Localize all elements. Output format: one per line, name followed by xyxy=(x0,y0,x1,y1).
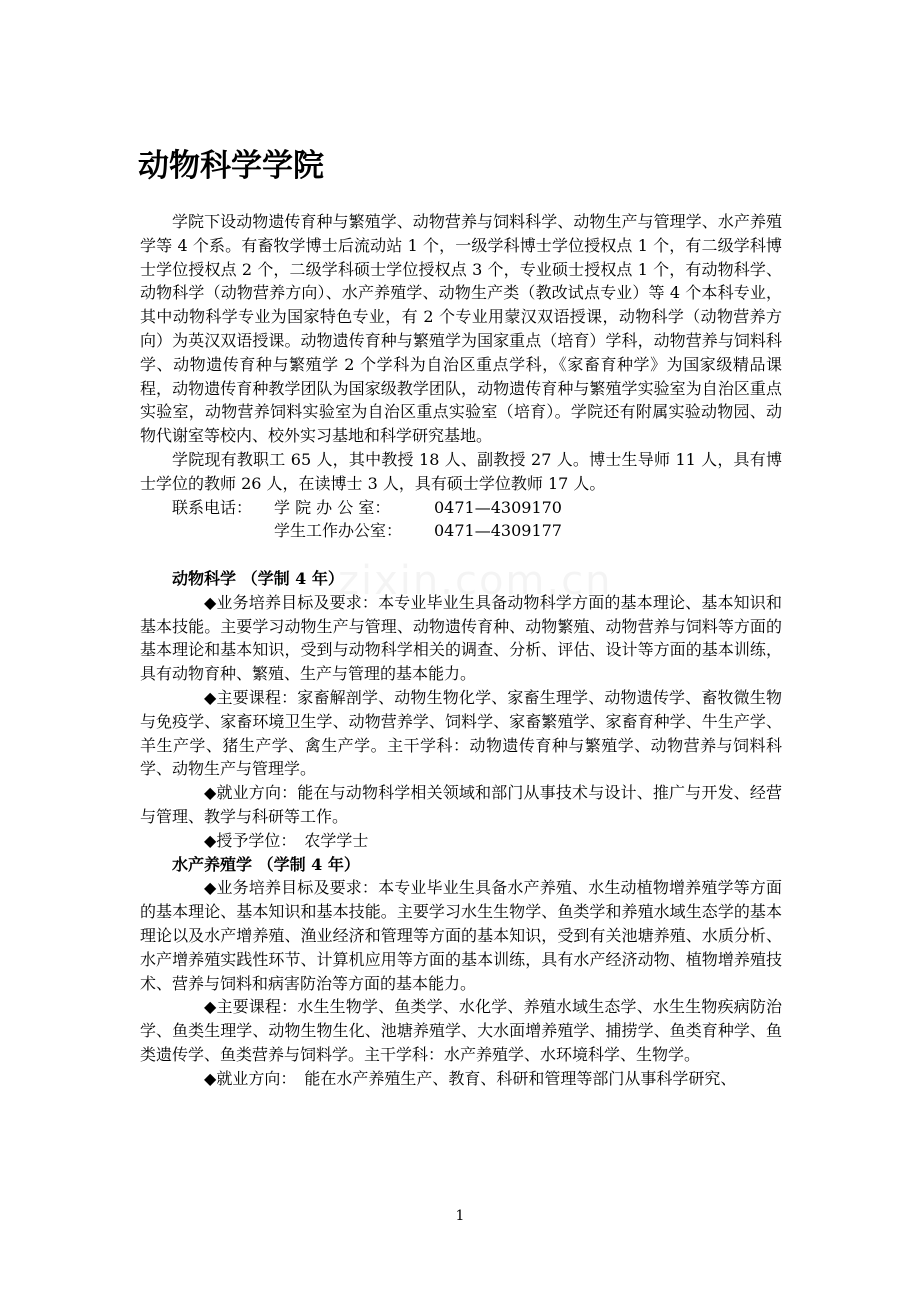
page-title: 动物科学学院 xyxy=(138,148,324,184)
major-item xyxy=(140,995,782,1066)
major-item xyxy=(140,686,782,781)
contact-office-name: 学生工作办公室： xyxy=(274,521,403,541)
major-title-aquaculture: 水产养殖学 （学制 4 年） xyxy=(172,854,360,874)
major-item xyxy=(140,591,782,686)
item-label: 主要课程： xyxy=(216,687,298,707)
major-item xyxy=(140,1067,782,1091)
intro-paragraph-1: 学院下设动物遗传育种与繁殖学、动物营养与饲料科学、动物生产与管理学、水产养殖学等 4 个系。有畜牧学博士后流动站 1 个，一级学科博士学位授权点 1 个，有二级学科博士学位授权点 2 个，二级学科硕士学位授权点 3 个，专业硕士授权点 1 个，有动物科学、动物科学（动物营养方向）、水产养殖学、动物生产类（教改试点专业）等 4 个本科专业，其中动物科学专业为国家特色专业，有 2 个专业用蒙汉双语授课，动物科学（动物营养方向）为英汉双语授课。动物遗传育种与繁殖学为国家重点（培育）学科，动物营养与饲料科学、动物遗传育种与繁殖学 2 个学科为自治区重点学科，《家畜育种学》为国家级精品课程，动物遗传育种教学团队为国家级教学团队，动物遗传育种与繁殖学实验室为自治区重点实验室，动物营养饲料实验室为自治区重点实验室（培育）。学院还有附属实验动物园、动物代谢室等校内、校外实习基地和科学研究基地。 xyxy=(140,212,782,446)
diamond-bullet-icon: ◆ xyxy=(204,1068,217,1088)
item-label: 就业方向： xyxy=(216,1068,289,1088)
contact-row-1 xyxy=(140,496,782,520)
major-title-animal-science: 动物科学 （学制 4 年） xyxy=(172,568,344,588)
contact-phone: 0471—4309170 xyxy=(434,497,562,517)
major-item xyxy=(140,781,782,829)
diamond-bullet-icon: ◆ xyxy=(204,997,217,1017)
diamond-bullet-icon: ◆ xyxy=(204,878,217,898)
item-text: 家畜解剖学、动物生物化学、家畜生理学、动物遗传学、畜牧微生物与免疫学、家畜环境卫生学、动物营养学、饲料学、家畜繁殖学、家畜育种学、牛生产学、羊生产学、猪生产学、禽生产学。主干学科：动物遗传育种与繁殖学、动物营养与饲料科学、动物生产与管理学。 xyxy=(140,687,782,779)
document-body xyxy=(140,210,782,1090)
diamond-bullet-icon: ◆ xyxy=(204,830,217,850)
major-item xyxy=(140,876,782,995)
item-label: 业务培养目标及要求： xyxy=(216,592,379,612)
contact-label: 联系电话： xyxy=(172,497,253,517)
item-text: 水生生物学、鱼类学、水化学、养殖水域生态学、水生生物疾病防治学、鱼类生理学、动物生物生化、池塘养殖学、大水面增养殖学、捕捞学、鱼类育种学、鱼类遗传学、鱼类营养与饲料学。主干学科：水产养殖学、水环境科学、生物学。 xyxy=(140,997,782,1064)
item-label: 业务培养目标及要求： xyxy=(216,878,379,898)
item-text: 农学学士 xyxy=(288,830,369,850)
page-number: 1 xyxy=(455,1208,465,1224)
contact-phone: 0471—4309177 xyxy=(434,521,562,541)
item-text: 本专业毕业生具备水产养殖、水生动植物增养殖学等方面的基本理论、基本知识和基本技能。主要学习水生生物学、鱼类学和养殖水域生态学的基本理论以及水产增养殖、渔业经济和管理等方面的基本知识，受到有关池塘养殖、水质分析、水产增养殖实践性环节、计算机应用等方面的基本训练，具有水产经济动物、植物增养殖技术、营养与饲料和病害防治等方面的基本能力。 xyxy=(140,878,782,993)
item-text: 能在水产养殖生产、教育、科研和管理等部门从事科学研究、 xyxy=(288,1068,737,1088)
diamond-bullet-icon: ◆ xyxy=(204,783,217,803)
item-label: 授予学位： xyxy=(216,830,289,850)
item-label: 主要课程： xyxy=(216,997,298,1017)
item-text: 本专业毕业生具备动物科学方面的基本理论、基本知识和基本技能。主要学习动物生产与管理、动物遗传育种、动物繁殖、动物营养与饲料等方面的基本理论和基本知识，受到与动物科学相关的调查、分析、评估、设计等方面的基本训练，具有动物育种、繁殖、生产与管理的基本能力。 xyxy=(140,592,782,684)
contact-office-name: 学 院 办 公 室： xyxy=(274,497,391,517)
diamond-bullet-icon: ◆ xyxy=(204,687,217,707)
contact-row-2 xyxy=(140,519,782,543)
major-item xyxy=(140,829,782,853)
diamond-bullet-icon: ◆ xyxy=(204,592,217,612)
item-label: 就业方向： xyxy=(216,783,298,803)
item-text: 能在与动物科学相关领域和部门从事技术与设计、推广与开发、经营与管理、教学与科研等工作。 xyxy=(140,783,782,826)
intro-paragraph-2: 学院现有教职工 65 人，其中教授 18 人、副教授 27 人。博士生导师 11 人，具有博士学位的教师 26 人，在读博士 3 人，具有硕士学位教师 17 人。 xyxy=(140,449,782,493)
